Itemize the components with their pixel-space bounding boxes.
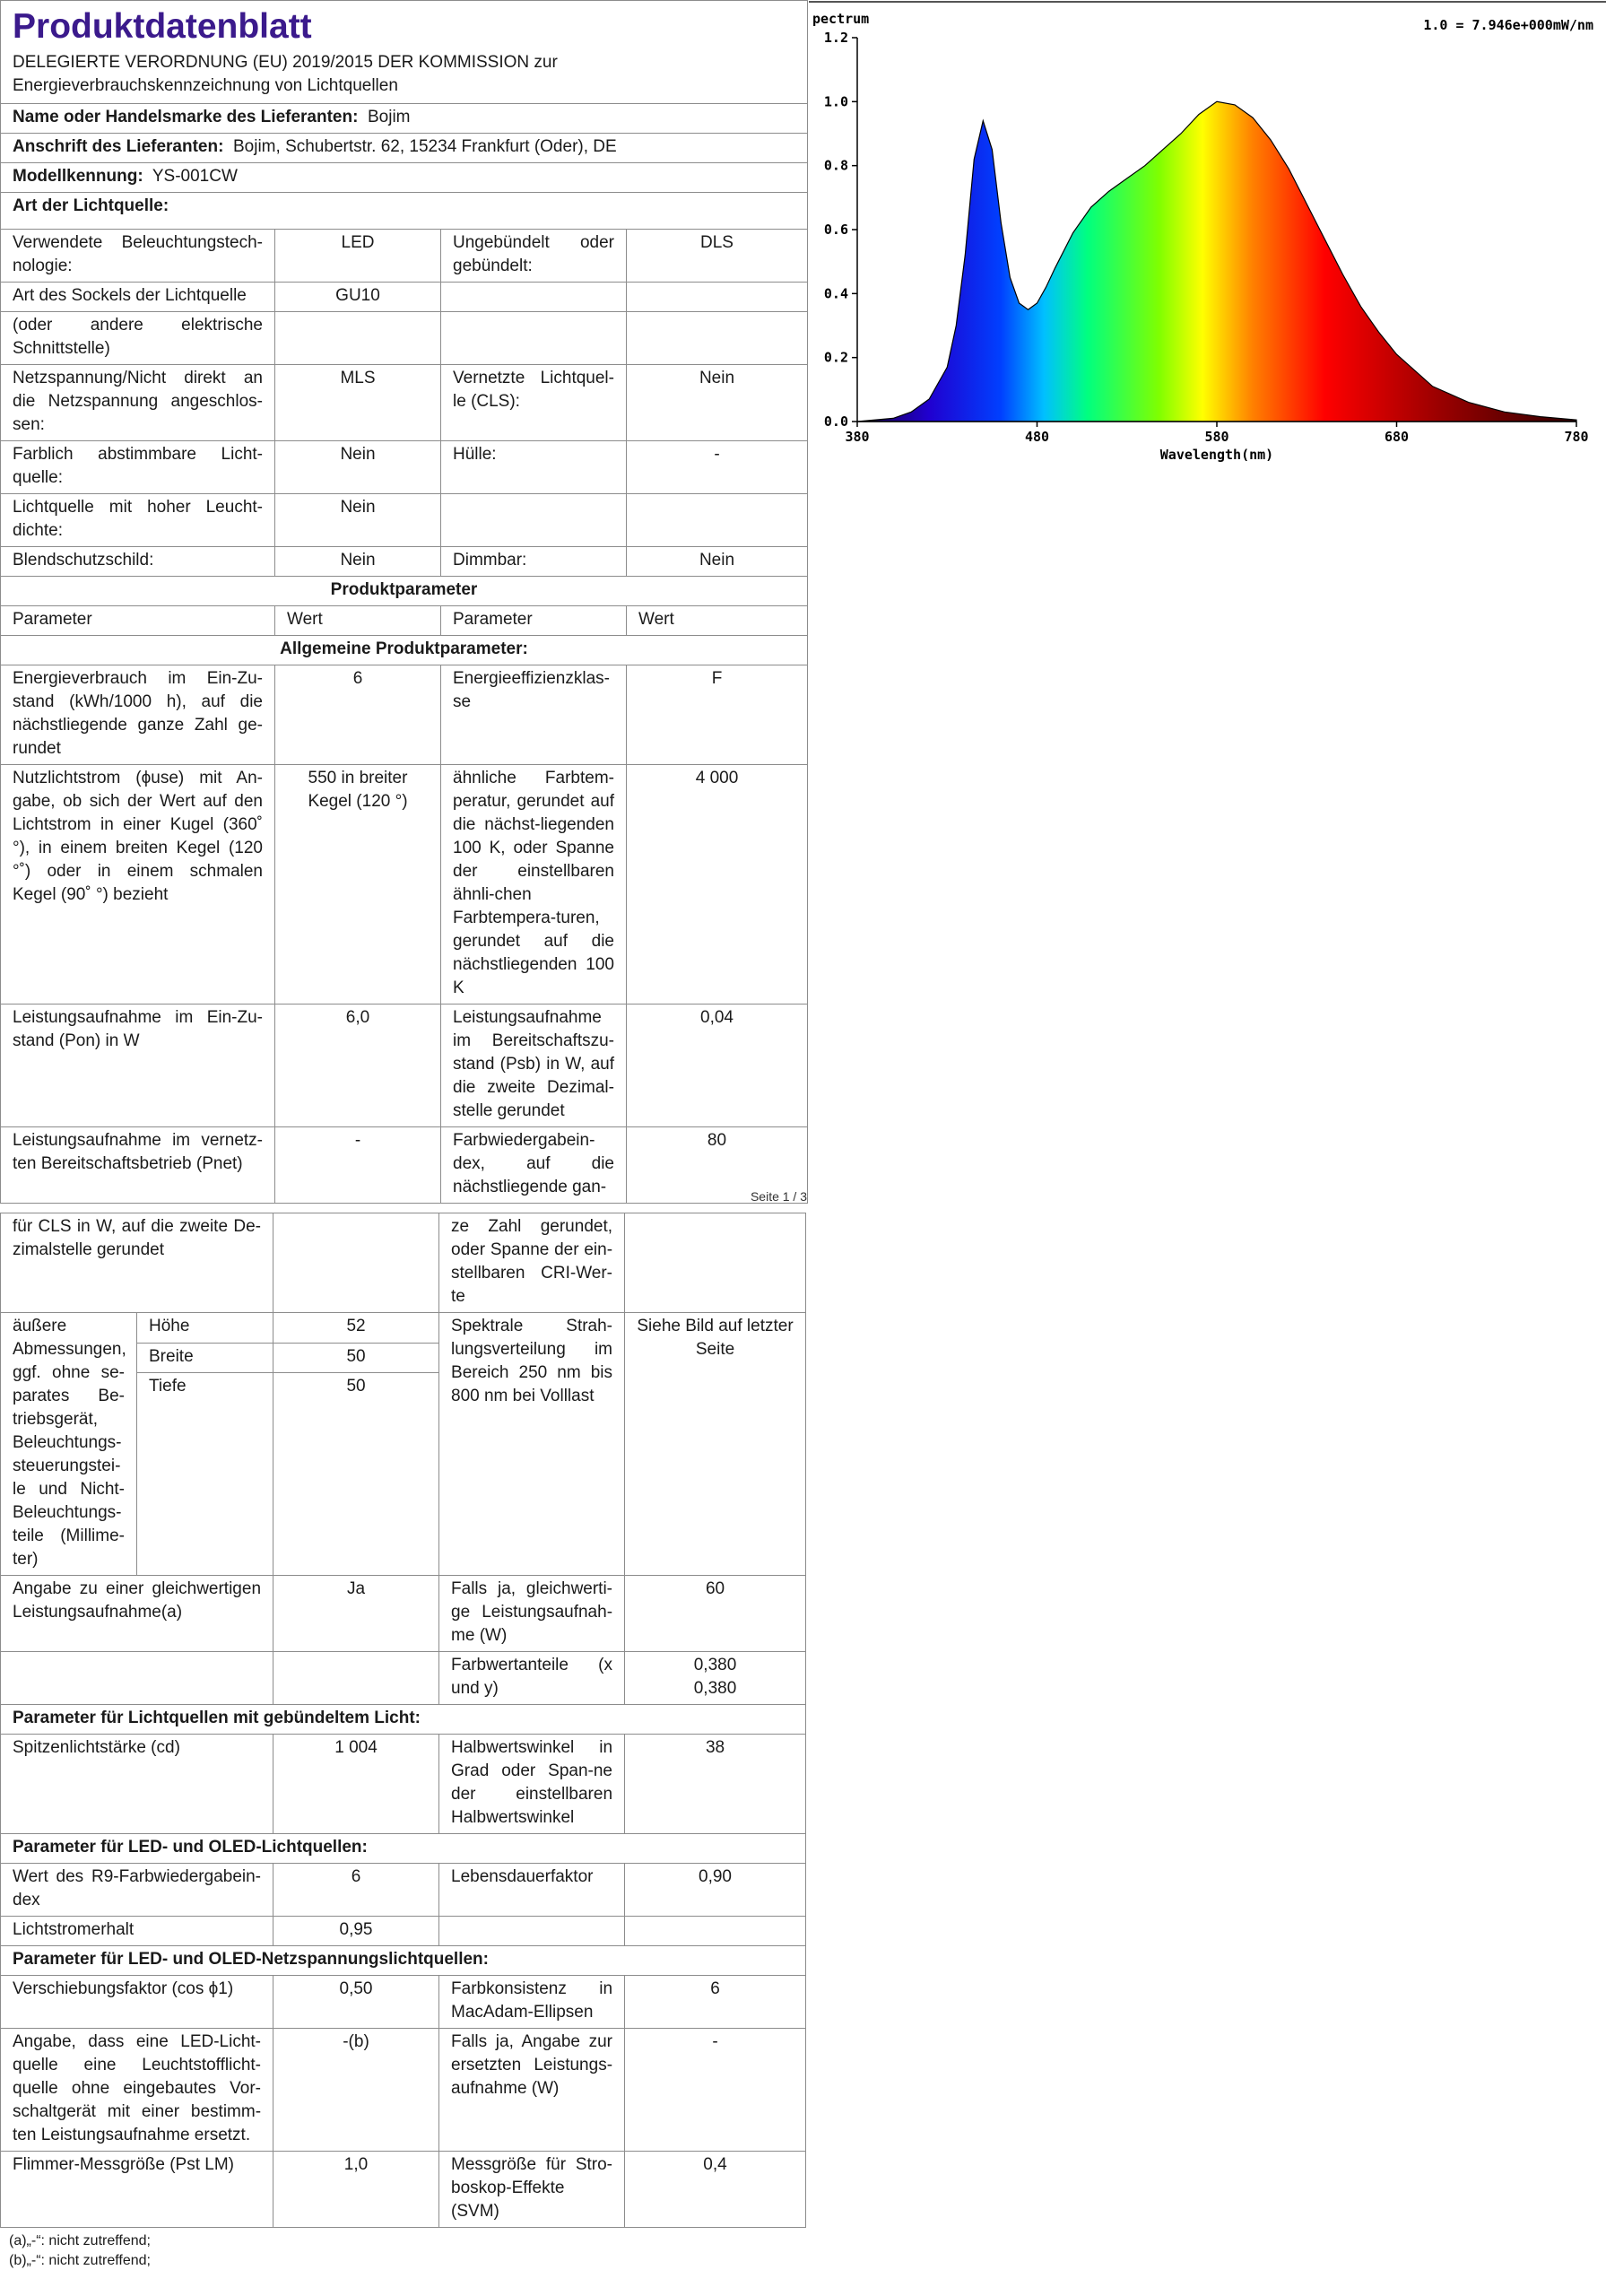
type-row bbox=[1, 312, 808, 365]
regulation-text: DELEGIERTE VERORDNUNG (EU) 2019/2015 DER KOMMISSION zur Energieverbrauchskennzeichnung von Lichtquellen bbox=[13, 53, 558, 95]
type-row-label: (oder andere elektrische Schnittstelle) bbox=[1, 312, 275, 365]
continued-row bbox=[1, 1213, 806, 1313]
x-tick-label: 580 bbox=[1204, 429, 1229, 445]
mains-row bbox=[1, 1976, 806, 2029]
type-row bbox=[1, 441, 808, 494]
general-params-heading: Allgemeine Produktparameter: bbox=[1, 636, 808, 665]
directional-heading-text: Parameter für Lichtquellen mit gebündeltem Licht: bbox=[1, 1705, 806, 1735]
supplier-address-value: Bojim, Schubertstr. 62, 15234 Frankfurt (Oder), DE bbox=[233, 137, 617, 156]
mains-row-label: Angabe, dass eine LED-Licht-quelle eine Leuchtstofflicht-quelle ohne eingebautes Vor-schaltgerät mit einer bestimm-ten Leistungsaufnahme ersetzt. bbox=[1, 2029, 273, 2152]
type-row-value-2 bbox=[627, 312, 808, 365]
param-row bbox=[1, 665, 808, 765]
type-row-value: MLS bbox=[275, 365, 441, 441]
dimension-name: Tiefe bbox=[137, 1373, 273, 1576]
type-row bbox=[1, 547, 808, 577]
param-label-2: Energieeffizienzklas-se bbox=[441, 665, 627, 765]
mains-row-value: 1,0 bbox=[273, 2152, 439, 2228]
y-tick-label: 0.0 bbox=[823, 413, 848, 430]
dimension-name: Breite bbox=[137, 1343, 273, 1373]
mains-row-label-2: Messgröße für Stro-boskop-Effekte (SVM) bbox=[439, 2152, 625, 2228]
directional-row-label: Spitzenlichtstärke (cd) bbox=[1, 1735, 273, 1834]
supplier-name-value: Bojim bbox=[367, 108, 411, 126]
type-row-label-2: Hülle: bbox=[441, 441, 627, 494]
led-heading bbox=[1, 1834, 806, 1864]
page-number: Seite 1 / 3 bbox=[750, 1189, 807, 1204]
mains-heading bbox=[1, 1946, 806, 1976]
x-tick-label: 780 bbox=[1564, 429, 1589, 445]
dimensions-label: äußere Abmessungen, ggf. ohne se-parates Be-triebsgerät, Beleuchtungs-steuerungstei-le und Nicht-Beleuchtungs-teile (Millime-ter) bbox=[1, 1313, 137, 1576]
x-axis-label: Wavelength(nm) bbox=[1159, 447, 1274, 463]
chromaticity-row-value-2: 0,380 0,380 bbox=[625, 1652, 806, 1705]
type-row-label: Lichtquelle mit hoher Leucht-dichte: bbox=[1, 494, 275, 547]
mains-row-label-2: Falls ja, Angabe zur ersetzten Leistungs-aufnahme (W) bbox=[439, 2029, 625, 2152]
model-value: YS-001CW bbox=[152, 167, 238, 186]
mains-row-label: Flimmer-Messgröße (Pst LM) bbox=[1, 2152, 273, 2228]
equivalent-power-row-value: Ja bbox=[273, 1576, 439, 1652]
type-row-value: Nein bbox=[275, 494, 441, 547]
param-label-2: ähnliche Farbtem-peratur, gerundet auf die nächst-liegenden 100 K, oder Spanne der einstellbaren ähnli-chen Farbtempera-turen, gerundet auf die nächstliegenden 100 K bbox=[441, 765, 627, 1004]
datasheet-table-page2 bbox=[0, 1213, 806, 2228]
type-row-label-2: Vernetzte Lichtquel-le (CLS): bbox=[441, 365, 627, 441]
mains-row-value-2: - bbox=[625, 2029, 806, 2152]
spectral-value: Siehe Bild auf letzter Seite bbox=[625, 1313, 806, 1576]
footnote-b: (b)„-“: nicht zutreffend; bbox=[9, 2253, 151, 2268]
model-row bbox=[1, 163, 808, 193]
dimension-value: 52 bbox=[273, 1313, 439, 1344]
footnote-a: (a)„-“: nicht zutreffend; bbox=[9, 2233, 151, 2248]
directional-heading bbox=[1, 1705, 806, 1735]
type-row-label-2: Ungebündelt oder gebündelt: bbox=[441, 230, 627, 283]
model-label: Modellkennung: bbox=[13, 167, 143, 186]
page-title: Produktdatenblatt bbox=[13, 7, 312, 46]
chromaticity-row-label bbox=[1, 1652, 273, 1705]
type-row-label: Verwendete Beleuchtungstech-nologie: bbox=[1, 230, 275, 283]
y-tick-label: 0.6 bbox=[823, 222, 848, 238]
supplier-name-label: Name oder Handelsmarke des Lieferanten: bbox=[13, 108, 359, 126]
dimension-row bbox=[1, 1313, 806, 1344]
type-row bbox=[1, 230, 808, 283]
param-value: 6,0 bbox=[275, 1004, 441, 1127]
chromaticity-row-value bbox=[273, 1652, 439, 1705]
equivalent-power-row-label-2: Falls ja, gleichwerti-ge Leistungsaufnah-me (W) bbox=[439, 1576, 625, 1652]
led-row-label: Lichtstromerhalt bbox=[1, 1917, 273, 1946]
param-row bbox=[1, 1004, 808, 1127]
type-row-label-2 bbox=[441, 494, 627, 547]
equivalent-power-row bbox=[1, 1576, 806, 1652]
param-value: - bbox=[275, 1127, 441, 1204]
type-row-value-2: DLS bbox=[627, 230, 808, 283]
param-label: Leistungsaufnahme im Ein-Zu-stand (Pon) in W bbox=[1, 1004, 275, 1127]
mains-row-label-2: Farbkonsistenz in MacAdam-Ellipsen bbox=[439, 1976, 625, 2029]
directional-row bbox=[1, 1735, 806, 1834]
led-row-value: 6 bbox=[273, 1864, 439, 1917]
y-tick-label: 1.2 bbox=[823, 30, 848, 46]
param-value-2: F bbox=[627, 665, 808, 765]
directional-row-label-2: Halbwertswinkel in Grad oder Span-ne der einstellbaren Halbwertswinkel bbox=[439, 1735, 625, 1834]
spectrum-chart bbox=[809, 0, 1606, 484]
chromaticity-row bbox=[1, 1652, 806, 1705]
led-row-label: Wert des R9-Farbwiedergabein-dex bbox=[1, 1864, 273, 1917]
mains-row-value-2: 0,4 bbox=[625, 2152, 806, 2228]
type-row bbox=[1, 365, 808, 441]
mains-heading-text: Parameter für LED- und OLED-Netzspannungslichtquellen: bbox=[1, 1946, 806, 1976]
continued-row-value-2 bbox=[625, 1213, 806, 1313]
directional-row-value-2: 38 bbox=[625, 1735, 806, 1834]
param-label-2: Farbwiedergabein-dex, auf die nächstliegende gan- bbox=[441, 1127, 627, 1204]
param-value-2: 0,04 bbox=[627, 1004, 808, 1127]
type-row-value: GU10 bbox=[275, 283, 441, 312]
led-row-value-2 bbox=[625, 1917, 806, 1946]
mains-row-value: 0,50 bbox=[273, 1976, 439, 2029]
type-row-label-2: Dimmbar: bbox=[441, 547, 627, 577]
x-tick-label: 680 bbox=[1384, 429, 1410, 445]
col-header-param-2: Parameter bbox=[441, 606, 627, 636]
param-label-2: Leistungsaufnahme im Bereitschaftszu-stand (Psb) in W, auf die zweite Dezimal-stelle gerundet bbox=[441, 1004, 627, 1127]
param-value: 550 in breiter Kegel (120 °) bbox=[275, 765, 441, 1004]
type-row-label: Art des Sockels der Lichtquelle bbox=[1, 283, 275, 312]
type-row-value-2: Nein bbox=[627, 547, 808, 577]
continued-row-value bbox=[273, 1213, 439, 1313]
led-row-value: 0,95 bbox=[273, 1917, 439, 1946]
chart-scale-note: 1.0 = 7.946e+000mW/nm bbox=[1423, 17, 1593, 33]
col-header-value-1: Wert bbox=[275, 606, 441, 636]
dimension-name: Höhe bbox=[137, 1313, 273, 1344]
param-row bbox=[1, 1127, 808, 1204]
footnotes bbox=[0, 2231, 807, 2271]
page-break bbox=[0, 1189, 807, 1213]
mains-row bbox=[1, 2029, 806, 2152]
led-row bbox=[1, 1864, 806, 1917]
param-label: Energieverbrauch im Ein-Zu-stand (kWh/1000 h), auf die nächstliegende ganze Zahl ge-rundet bbox=[1, 665, 275, 765]
light-source-type-heading: Art der Lichtquelle: bbox=[1, 193, 808, 230]
type-row-label-2 bbox=[441, 283, 627, 312]
type-row-value bbox=[275, 312, 441, 365]
led-row bbox=[1, 1917, 806, 1946]
param-label: Nutzlichtstrom (ϕuse) mit An-gabe, ob sich der Wert auf den Lichtstrom in einer Kugel (360˚ °), in einem breiten Kegel (120 °˚) oder in einem schmalen Kegel (90˚ °) bezieht bbox=[1, 765, 275, 1004]
y-tick-label: 0.4 bbox=[823, 285, 848, 302]
mains-row bbox=[1, 2152, 806, 2228]
type-row-value: Nein bbox=[275, 441, 441, 494]
type-row-value-2: Nein bbox=[627, 365, 808, 441]
y-tick-label: 1.0 bbox=[823, 93, 848, 110]
col-header-param-1: Parameter bbox=[1, 606, 275, 636]
datasheet-table-page1 bbox=[0, 0, 808, 1204]
dimension-value: 50 bbox=[273, 1343, 439, 1373]
type-row-label: Blendschutzschild: bbox=[1, 547, 275, 577]
led-row-label-2 bbox=[439, 1917, 625, 1946]
type-row-value: LED bbox=[275, 230, 441, 283]
equivalent-power-row-value-2: 60 bbox=[625, 1576, 806, 1652]
spectrum-area bbox=[857, 101, 1576, 422]
spectrum-chart-svg bbox=[809, 0, 1606, 484]
led-row-label-2: Lebensdauerfaktor bbox=[439, 1864, 625, 1917]
equivalent-power-row-label: Angabe zu einer gleichwertigen Leistungsaufnahme(a) bbox=[1, 1576, 273, 1652]
col-header-value-2: Wert bbox=[627, 606, 808, 636]
continued-row-label: für CLS in W, auf die zweite De-zimalstelle gerundet bbox=[1, 1213, 273, 1313]
led-heading-text: Parameter für LED- und OLED-Lichtquellen: bbox=[1, 1834, 806, 1864]
type-row-value: Nein bbox=[275, 547, 441, 577]
type-row bbox=[1, 283, 808, 312]
type-row-label-2 bbox=[441, 312, 627, 365]
type-row-value-2 bbox=[627, 494, 808, 547]
mains-row-value: -(b) bbox=[273, 2029, 439, 2152]
param-value: 6 bbox=[275, 665, 441, 765]
type-row-label: Farblich abstimmbare Licht-quelle: bbox=[1, 441, 275, 494]
y-tick-label: 0.8 bbox=[823, 157, 848, 174]
mains-row-value-2: 6 bbox=[625, 1976, 806, 2029]
type-row bbox=[1, 494, 808, 547]
x-tick-label: 480 bbox=[1024, 429, 1050, 445]
supplier-address-label: Anschrift des Lieferanten: bbox=[13, 137, 224, 156]
type-row-value-2: - bbox=[627, 441, 808, 494]
supplier-name-row bbox=[1, 104, 808, 134]
spectral-label: Spektrale Strah-lungsverteilung im Bereich 250 nm bis 800 nm bei Volllast bbox=[439, 1313, 625, 1576]
chromaticity-row-label-2: Farbwertanteile (x und y) bbox=[439, 1652, 625, 1705]
dimension-value: 50 bbox=[273, 1373, 439, 1576]
datasheet bbox=[0, 0, 807, 2271]
param-value-2: 4 000 bbox=[627, 765, 808, 1004]
chart-title: pectrum bbox=[812, 11, 870, 27]
continued-row-label-2: ze Zahl gerundet, oder Spanne der ein-stellbaren CRI-Wer-te bbox=[439, 1213, 625, 1313]
led-row-value-2: 0,90 bbox=[625, 1864, 806, 1917]
directional-row-value: 1 004 bbox=[273, 1735, 439, 1834]
mains-row-label: Verschiebungsfaktor (cos ϕ1) bbox=[1, 1976, 273, 2029]
param-value-2: 80 bbox=[627, 1127, 808, 1204]
param-row bbox=[1, 765, 808, 1004]
type-row-label: Netzspannung/Nicht direkt an die Netzspannung angeschlos-sen: bbox=[1, 365, 275, 441]
param-label: Leistungsaufnahme im vernetz-ten Bereitschaftsbetrieb (Pnet) bbox=[1, 1127, 275, 1204]
product-params-heading: Produktparameter bbox=[1, 577, 808, 606]
y-tick-label: 0.2 bbox=[823, 349, 848, 366]
x-tick-label: 380 bbox=[845, 429, 870, 445]
supplier-address-row bbox=[1, 134, 808, 163]
type-row-value-2 bbox=[627, 283, 808, 312]
